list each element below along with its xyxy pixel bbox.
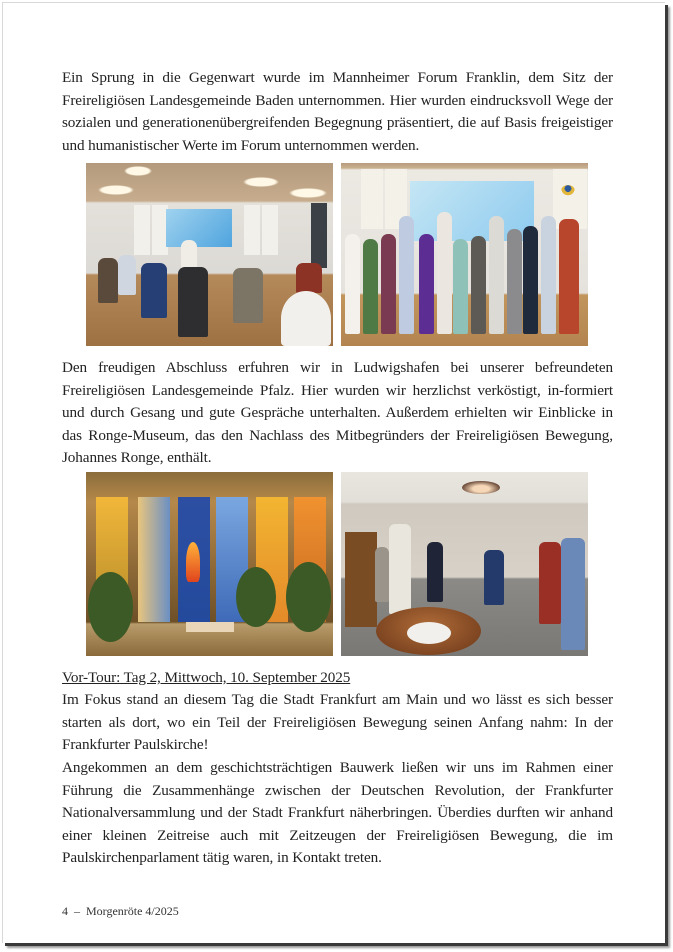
- page-number: 4: [62, 904, 68, 918]
- visitor: [389, 524, 411, 614]
- attendee: [141, 263, 167, 318]
- flame-motif: [186, 542, 200, 582]
- plant: [286, 562, 331, 632]
- paragraph-frankfurt: Im Fokus stand an diesem Tag die Stadt Frankfurt am Main und wo lässt es sich besser starten als dort, wo ein Teil der Freireligiösen Bewegung seinen Anfang nahm: In der Frankfurter Paulskirche!: [62, 691, 613, 754]
- side-table: [186, 622, 234, 632]
- curtain: [311, 203, 327, 268]
- group-member: [523, 226, 538, 334]
- paragraph-ludwigshafen: Den freudigen Abschluss erfuhren wir in Ludwigshafen bei unserer befreundeten Freireligiösen Landesgemeinde Pfalz. Hier wurden wir herzlichst verköstigt, in-formiert und durch Gesang und gute Gespräche unterhalten. Außerdem erhielten wir Einblicke in das Ronge-Museum, das den Nachlass des Mitbegründers der Freireligiösen Bewegung, Johannes Ronge, enthält.: [62, 359, 613, 467]
- attendee: [296, 263, 322, 293]
- paragraph-forum-franklin: Ein Sprung in die Gegenwart wurde im Mannheimer Forum Franklin, dem Sitz der Freireligiösen Landesgemeinde Baden unternommen. Hier wurden eindrucksvoll Wege der sozialen und generationenübergreifenden Begegnung präsentiert, die auf Basis freigeistiger und humanistischer Werte im Forum unternommen werden.: [62, 69, 613, 154]
- group-member: [541, 216, 556, 334]
- attendee: [118, 255, 136, 295]
- group-member: [381, 234, 396, 334]
- photo-group-picture: [341, 163, 588, 346]
- room-banner: [134, 205, 150, 255]
- attendee: [233, 268, 263, 323]
- ceiling-lamp: [462, 481, 500, 494]
- photo-ronge-museum: [341, 472, 588, 656]
- lace-doily: [407, 622, 451, 644]
- group-member: [363, 239, 378, 334]
- room-banner: [262, 205, 278, 255]
- visitor: [561, 538, 585, 650]
- group-member: [345, 234, 360, 334]
- page-footer: [62, 904, 185, 919]
- group-member: [453, 239, 468, 334]
- group-member: [399, 216, 414, 334]
- plant: [88, 572, 133, 642]
- group-member: [419, 234, 434, 334]
- stained-glass-window: [138, 497, 170, 622]
- visitor: [375, 547, 389, 602]
- section-heading: Vor-Tour: Tag 2, Mittwoch, 10. September 2025: [62, 669, 351, 686]
- visitor: [484, 550, 504, 605]
- photo-stained-glass-windows: [86, 472, 333, 656]
- group-member: [437, 212, 452, 334]
- display-cabinet: [345, 532, 377, 627]
- forum-franklin-logo: [561, 185, 575, 197]
- footer-dash: –: [74, 904, 80, 918]
- document-page: [2, 2, 665, 943]
- paragraph-paulskirche: Angekommen an dem geschichtsträchtigen Bauwerk ließen wir uns im Rahmen einer Führung die Zusammenhänge zwischen der Deutschen Revolution, der Frankfurter Nationalversammlung und der Stadt Frankfurt näherbringen. Überdies durften wir anhand einer kleinen Zeitreise auch mit Zeitzeugen der Freireligiösen Bewegung, die im Paulskirchenparlament tätig waren, in Kontakt treten.: [62, 759, 613, 867]
- group-member: [489, 216, 504, 334]
- round-table: [281, 291, 331, 346]
- plant: [236, 567, 276, 627]
- attendee: [98, 258, 118, 303]
- photo-forum-seminar-room: [86, 163, 333, 346]
- attendee: [178, 267, 208, 337]
- room-banner: [244, 205, 260, 255]
- group-member: [559, 219, 579, 334]
- values-banner: [361, 169, 383, 229]
- publication-name: Morgenröte 4/2025: [86, 904, 179, 918]
- visitor: [427, 542, 443, 602]
- projection-screen: [166, 209, 232, 247]
- group-member: [471, 236, 486, 334]
- visitor: [539, 542, 561, 624]
- group-member: [507, 229, 522, 334]
